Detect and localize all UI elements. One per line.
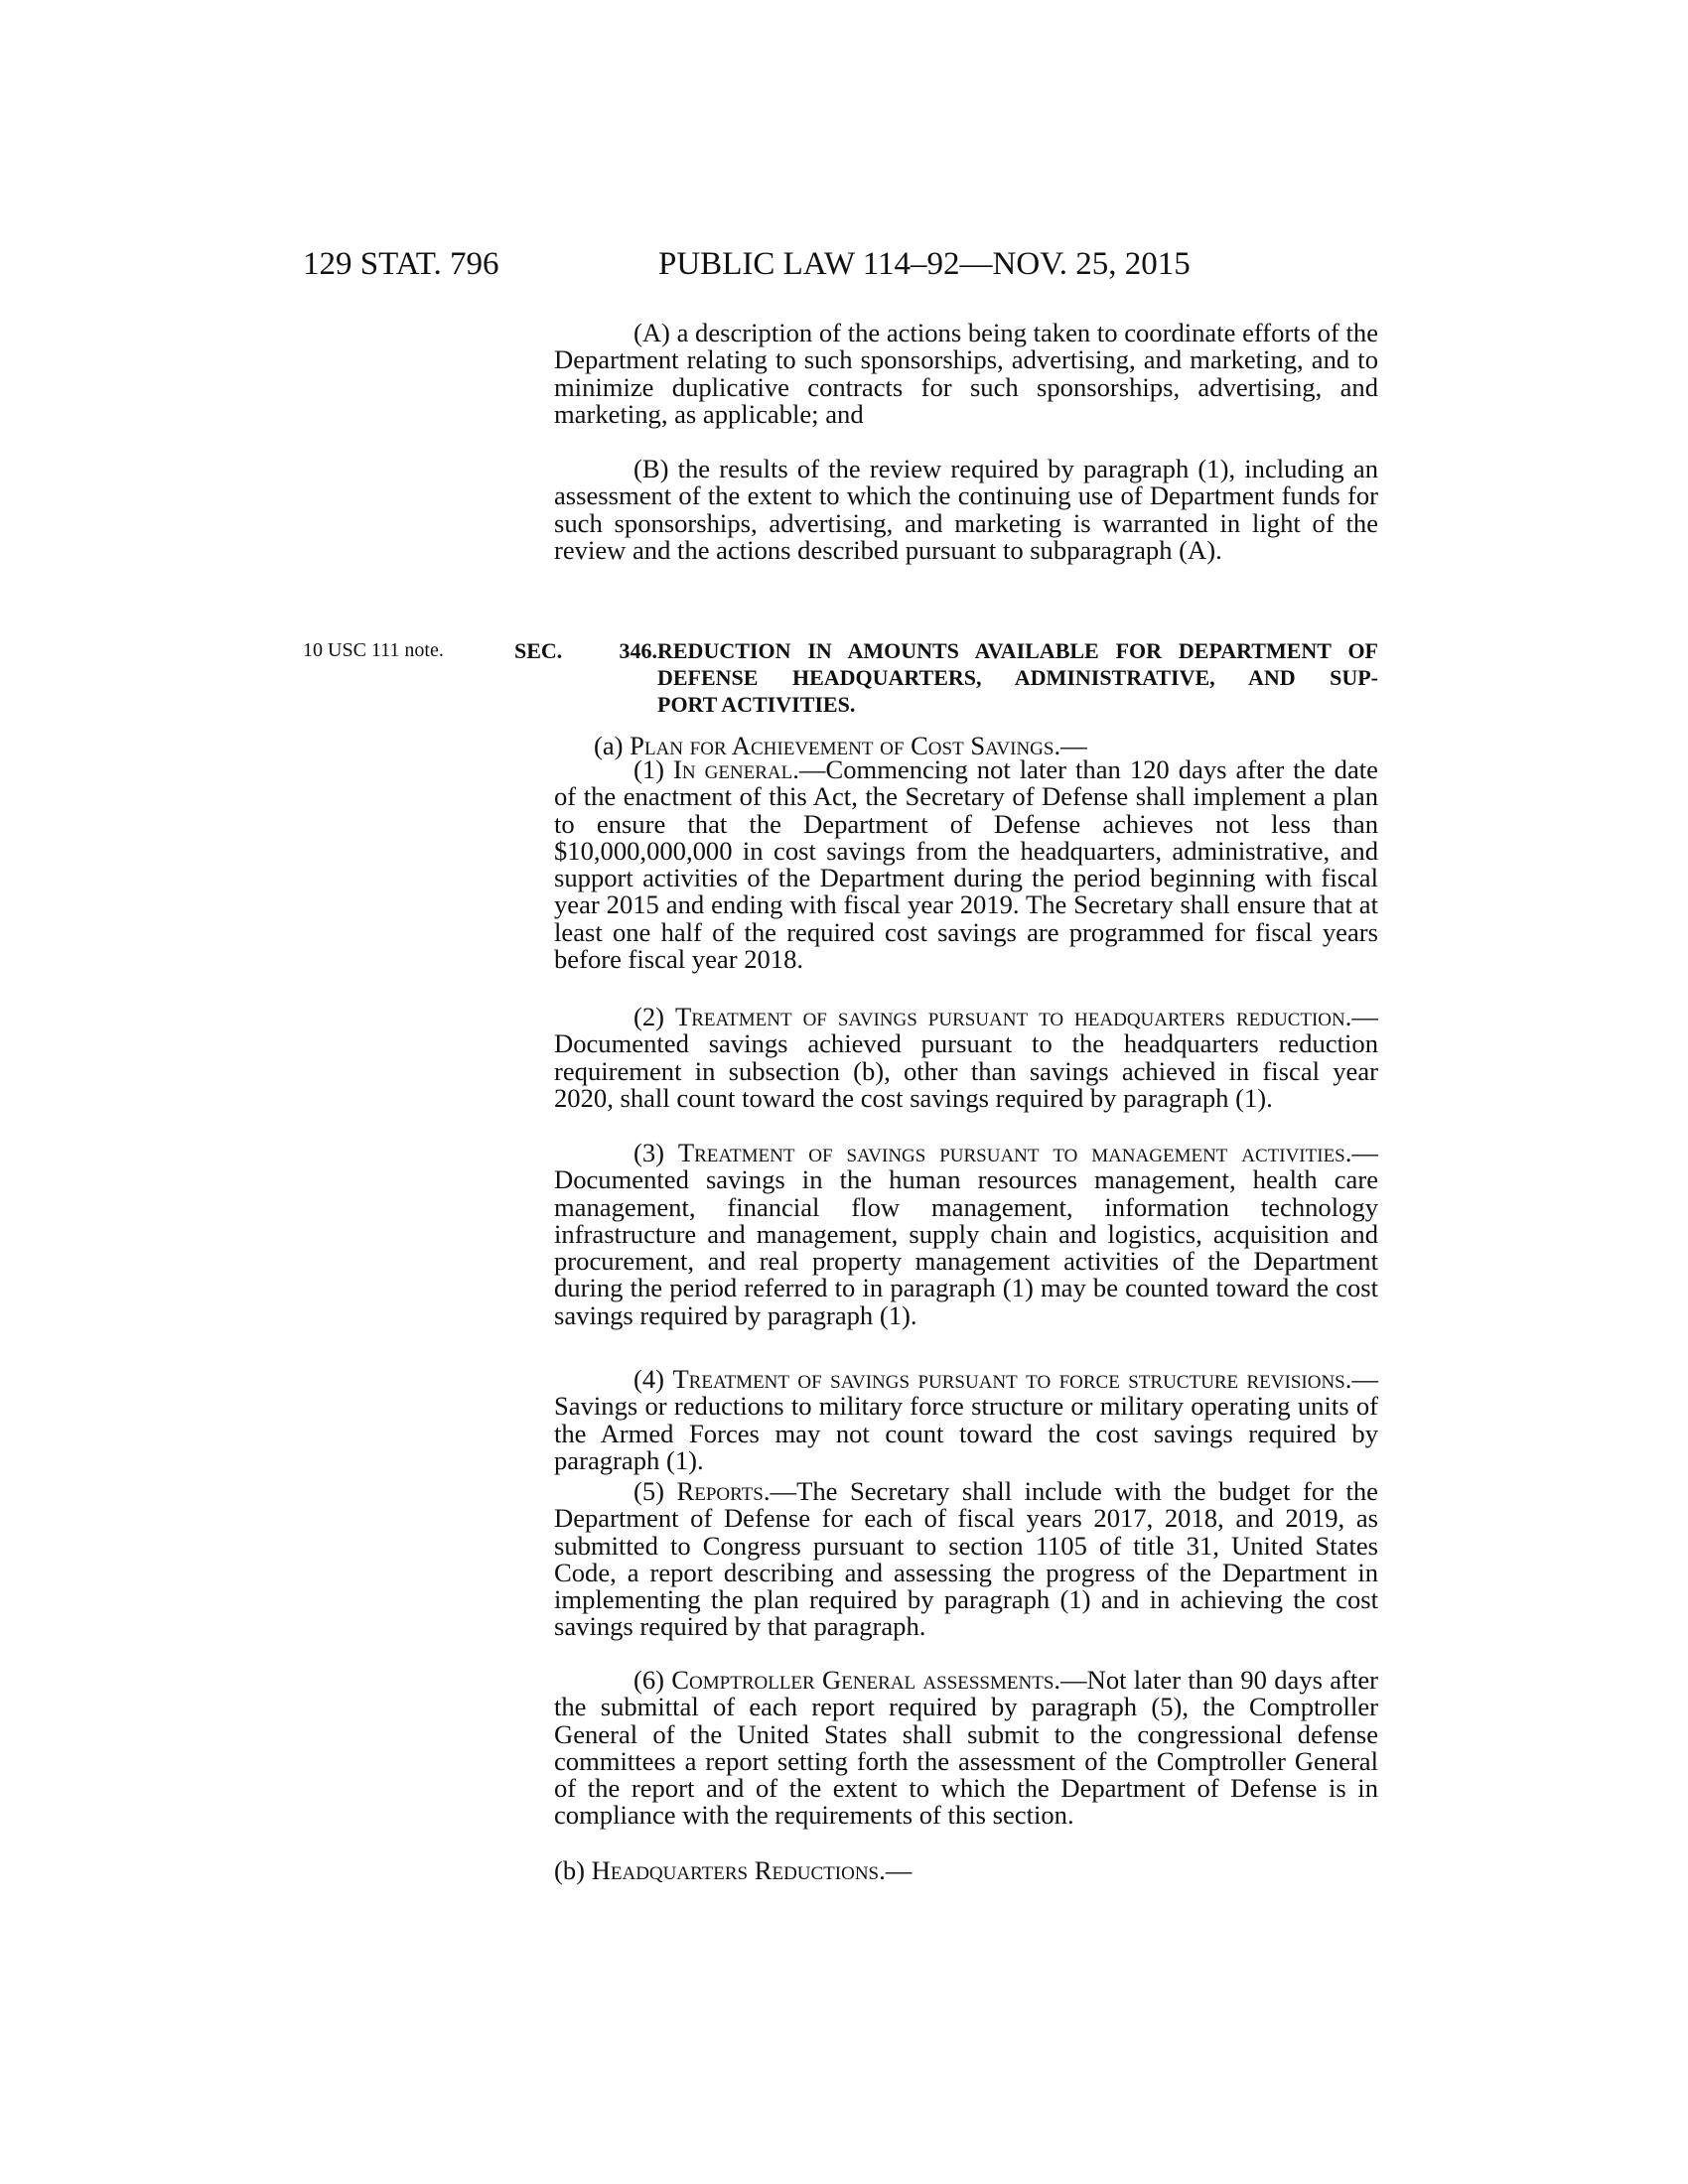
section-heading bbox=[514, 637, 1378, 718]
paragraph-6-heading: Comptroller General assessments. bbox=[671, 1665, 1061, 1695]
paragraph-1-heading: In general. bbox=[673, 754, 799, 784]
page-header bbox=[303, 246, 1395, 296]
section-title-line-2: DEFENSE HEADQUARTERS, ADMINISTRATIVE, AND SUP- bbox=[657, 665, 1378, 690]
paragraph-a: (A) a description of the actions being taken to coordinate efforts of the Department relating to such sponsorships, advertising, and marketing, and to minimize duplicative contracts for such sponsorships, advertising, and marketing, as applicable; and bbox=[554, 318, 1378, 429]
paragraph-4-heading: Treatment of savings pursuant to force structure revisions. bbox=[672, 1364, 1352, 1394]
section-title-line-1: REDUCTION IN AMOUNTS AVAILABLE FOR DEPARTMENT OF bbox=[657, 638, 1378, 663]
subsection-a-heading: (a) Plan for Achievement of Cost Savings.— bbox=[594, 731, 1087, 760]
section-number: SEC. 346. bbox=[514, 638, 657, 663]
page-citation: 129 STAT. 796 bbox=[303, 246, 499, 282]
paragraph-3-heading: Treatment of savings pursuant to management activities. bbox=[677, 1138, 1352, 1167]
paragraph-1: (1) In general.—Commencing not later than 120 days after the date of the enactment of this Act, the Secretary of Defense shall implement a plan to ensure that the Department of Defense achieves not less than $10,000,000,000 in cost savings from the headquarters, administrative, and support activities of the Department during the period beginning with fiscal year 2015 and ending with fiscal year 2019. The Secretary shall ensure that at least one half of the required cost savings are programmed for fiscal years before fiscal year 2018. bbox=[554, 754, 1378, 975]
paragraph-2: (2) Treatment of savings pursuant to headquarters reduction.—Documented savings achieved pursuant to the headquarters reduction requirement in subsection (b), other than savings achieved in fiscal year 2020, shall count toward the cost savings required by paragraph (1). bbox=[554, 1002, 1378, 1113]
paragraph-2-heading: Treatment of savings pursuant to headquarters reduction. bbox=[675, 1002, 1352, 1031]
section-title-line-3: PORT ACTIVITIES. bbox=[657, 692, 856, 717]
paragraph-6: (6) Comptroller General assessments.—Not later than 90 days after the submittal of each report required by paragraph (5), the Comptroller General of the United States shall submit to the congressional defense committees a report setting forth the assessment of the Comptroller General of the report and of the extent to which the Department of Defense is in compliance with the requirements of this section. bbox=[554, 1665, 1378, 1831]
paragraph-5-heading: Reports. bbox=[676, 1476, 771, 1506]
paragraph-b: (B) the results of the review required by paragraph (1), including an assessment of the extent to which the continuing use of Department funds for such sponsorships, advertising, and marketing is warranted in light of the review and the actions described pursuant to subparagraph (A). bbox=[554, 454, 1378, 565]
paragraph-5: (5) Reports.—The Secretary shall include with the budget for the Department of Defense for each of fiscal years 2017, 2018, and 2019, as submitted to Congress pursuant to section 1105 of title 31, United States Code, a report describing and assessing the progress of the Department in implementing the plan required by paragraph (1) and in achieving the cost savings required by that paragraph. bbox=[554, 1476, 1378, 1642]
paragraph-4: (4) Treatment of savings pursuant to force structure revisions.—Savings or reductions to military force structure or military operating units of the Armed Forces may not count toward the cost savings required by paragraph (1). bbox=[554, 1364, 1378, 1475]
margin-note: 10 USC 111 note. bbox=[303, 639, 444, 661]
paragraph-3: (3) Treatment of savings pursuant to management activities.—Documented savings in the human resources management, health care management, financial flow management, information technology infrastructure and management, supply chain and logistics, acquisition and procurement, and real property management activities of the Department during the period referred to in paragraph (1) may be counted toward the cost savings required by paragraph (1). bbox=[554, 1138, 1378, 1330]
subsection-b-heading: (b) Headquarters Reductions.— bbox=[554, 1855, 913, 1885]
page-title: PUBLIC LAW 114–92—NOV. 25, 2015 bbox=[658, 246, 1191, 282]
